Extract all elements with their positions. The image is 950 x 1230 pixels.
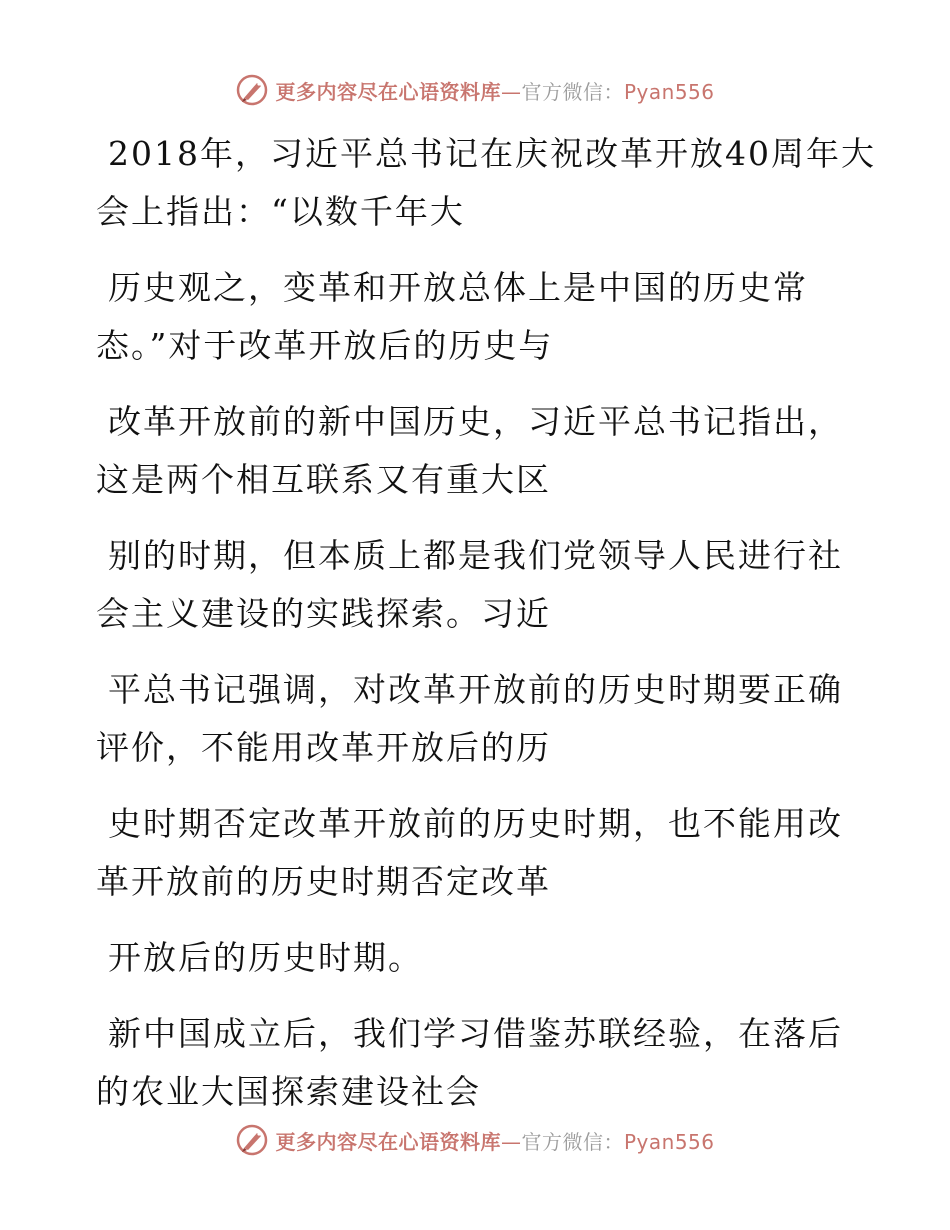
footer-banner — [0, 1120, 950, 1160]
paragraph-line: 历史观之，变革和开放总体上是中国的历史常 — [108, 268, 808, 307]
header-wechat-id: Pyan556 — [623, 79, 715, 104]
paragraph-line: 别的时期，但本质上都是我们党领导人民进行社 — [108, 536, 843, 575]
paragraph — [96, 527, 856, 643]
footer-banner-text — [275, 1126, 714, 1155]
paragraph-line: 史时期否定改革开放前的历史时期，也不能用改 — [108, 804, 843, 843]
paragraph — [96, 125, 876, 241]
footer-wechat-label: 官方微信： — [521, 1129, 624, 1154]
paragraph-line: 的农业大国探索建设社会 — [96, 1072, 481, 1111]
paragraph-line: 2018年，习近平总书记在庆祝改革开放40周年大 — [108, 134, 876, 173]
footer-site-text: 更多内容尽在心语资料库 — [275, 1129, 501, 1154]
paragraph-line: 改革开放前的新中国历史，习近平总书记指出， — [108, 402, 843, 441]
header-site-text: 更多内容尽在心语资料库 — [275, 79, 501, 104]
paragraph-line: 革开放前的历史时期否定改革 — [96, 862, 551, 901]
paragraph-line: 这是两个相互联系又有重大区 — [96, 460, 551, 499]
paragraph-line: 态。”对于改革开放后的历史与 — [96, 326, 554, 365]
header-wechat-label: 官方微信： — [521, 79, 624, 104]
header-banner — [0, 70, 950, 110]
paragraph — [96, 259, 856, 375]
paragraph-line: 会主义建设的实践探索。习近 — [96, 594, 551, 633]
paragraph — [96, 795, 856, 911]
paragraph-line: 平总书记强调，对改革开放前的历史时期要正确 — [108, 670, 843, 709]
paragraph-line: 评价，不能用改革开放后的历 — [96, 728, 551, 767]
footer-separator: — — [500, 1129, 522, 1154]
paragraph-line: 会上指出：“以数千年大 — [96, 192, 465, 231]
paragraph — [96, 661, 856, 777]
paragraph — [96, 929, 856, 987]
header-separator: — — [500, 79, 522, 104]
pen-logo-icon — [235, 1123, 269, 1157]
header-banner-text — [275, 76, 714, 105]
paragraph — [96, 1005, 856, 1121]
paragraph-line: 开放后的历史时期。 — [108, 938, 423, 977]
paragraph — [96, 393, 856, 509]
pen-logo-icon — [235, 73, 269, 107]
footer-wechat-id: Pyan556 — [623, 1129, 715, 1154]
paragraph-line: 新中国成立后，我们学习借鉴苏联经验，在落后 — [108, 1014, 843, 1053]
document-body — [96, 125, 876, 1139]
